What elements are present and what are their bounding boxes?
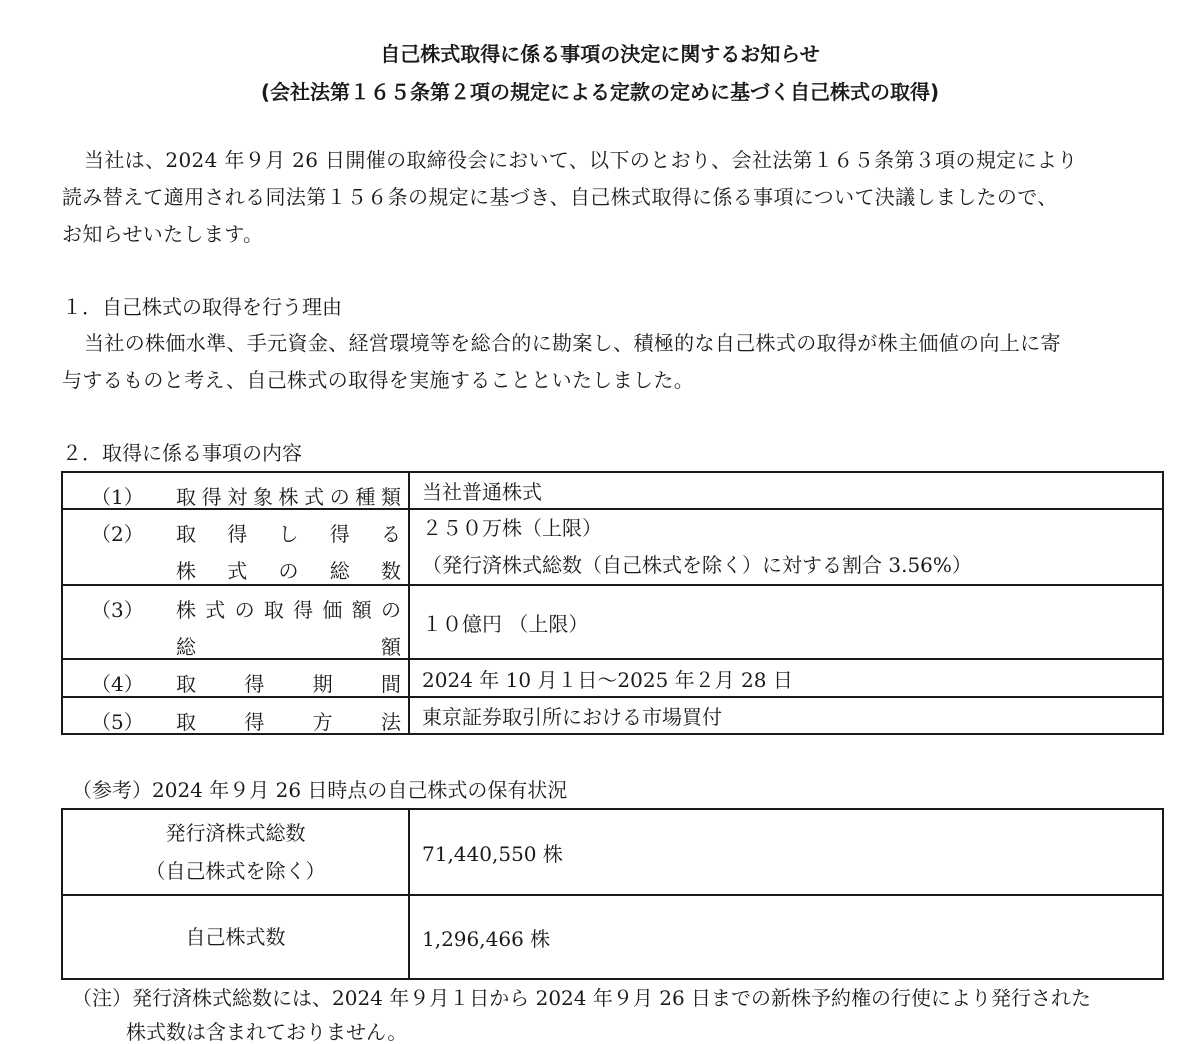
table-row: [62, 472, 1163, 509]
document-subtitle: (会社法第１６５条第２項の規定による定款の定めに基づく自己株式の取得): [260, 80, 940, 104]
row-value: 東京証券取引所における市場買付: [409, 697, 1163, 734]
table-row: [62, 697, 1163, 734]
section-1-line-1: 当社の株価水準、手元資金、経営環境等を総合的に勘案し、積極的な自己株式の取得が株主価値の向上に寄: [84, 331, 1061, 355]
row-value: 当社普通株式: [409, 472, 1163, 509]
intro-line-1: 当社は、2024 年９月 26 日開催の取締役会において、以下のとおり、会社法第１６５条第３項の規定により: [84, 148, 1078, 172]
row-number: （5）: [91, 710, 144, 734]
note-line-1: （注）発行済株式総数には、2024 年９月１日から 2024 年９月 26 日までの新株予約権の行使により発行された: [72, 986, 1092, 1010]
row-label: 取 得 方 法: [176, 710, 401, 734]
row-value: ２５０万株（上限）: [422, 516, 602, 540]
reference-value: 1,296,466 株: [409, 895, 1163, 979]
row-label: 株 式 の 総 数: [176, 559, 401, 583]
section-1-heading: １．自己株式の取得を行う理由: [62, 295, 342, 319]
treasury-stock-table: [61, 808, 1164, 980]
row-number: （2）: [91, 522, 144, 546]
row-label: 総 額: [176, 635, 401, 659]
table-row: [62, 659, 1163, 697]
reference-heading: （参考）2024 年９月 26 日時点の自己株式の保有状況: [72, 778, 568, 802]
row-number: （3）: [91, 598, 144, 622]
row-value-note: （発行済株式総数（自己株式を除く）に対する割合 3.56%）: [422, 553, 972, 577]
reference-label: （自己株式を除く）: [145, 859, 326, 883]
intro-line-2: 読み替えて適用される同法第１５６条の規定に基づき、自己株式取得に係る事項について決議しましたので、: [62, 185, 1058, 209]
note-line-2: 株式数は含まれておりません。: [126, 1020, 408, 1044]
acquisition-details-table: [61, 471, 1164, 735]
table-row: [62, 895, 1163, 979]
table-row: [62, 509, 1163, 585]
row-label: 株 式 の 取 得 価 額 の: [176, 598, 401, 622]
reference-label: 自己株式数: [185, 925, 286, 949]
table-row: [62, 809, 1163, 895]
row-number: （1）: [91, 485, 144, 509]
intro-line-3: お知らせいたします。: [62, 222, 264, 246]
row-label: 取 得 し 得 る: [176, 522, 401, 546]
reference-value: 71,440,550 株: [409, 809, 1163, 895]
row-number: （4）: [91, 672, 144, 696]
document-title: 自己株式取得に係る事項の決定に関するお知らせ: [380, 42, 820, 66]
row-value: 2024 年 10 月１日～2025 年２月 28 日: [409, 659, 1163, 697]
row-label: 取 得 対 象 株 式 の 種 類: [176, 485, 401, 509]
table-row: [62, 585, 1163, 659]
row-label: 取 得 期 間: [176, 672, 401, 696]
row-value: １０億円 （上限）: [409, 585, 1163, 659]
reference-label: 発行済株式総数: [165, 821, 306, 845]
section-1-line-2: 与するものと考え、自己株式の取得を実施することといたしました。: [62, 368, 695, 392]
section-2-heading: ２．取得に係る事項の内容: [62, 441, 302, 465]
